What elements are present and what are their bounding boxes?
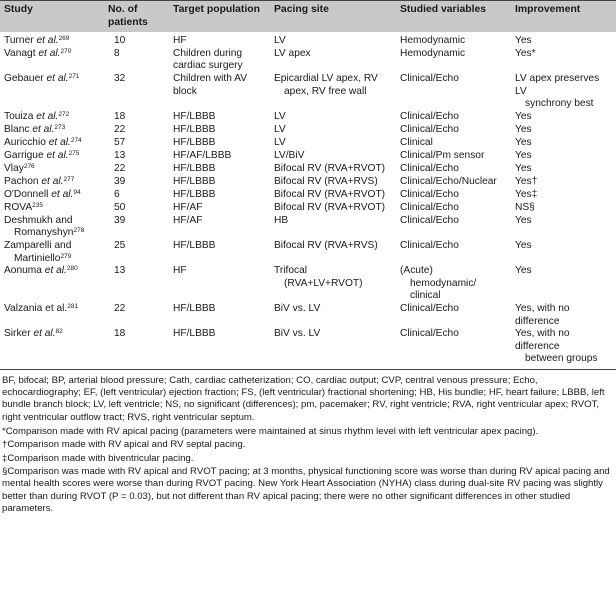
- header-variables: Studied variables: [396, 1, 511, 33]
- table-row: [0, 150, 616, 163]
- cell-variables: [396, 202, 511, 215]
- cell-pacing-site: [270, 328, 396, 369]
- cell-variables-line: Clinical/Echo: [400, 188, 459, 200]
- cell-population-line: block: [173, 85, 197, 97]
- cell-pacing-site: [270, 137, 396, 150]
- cell-variables: [396, 240, 511, 265]
- cell-improvement: [511, 265, 616, 303]
- study-reference: 278: [73, 227, 85, 235]
- cell-pacing-site: [270, 124, 396, 137]
- cell-population: [169, 32, 270, 48]
- cell-variables-line: Clinical: [400, 136, 433, 148]
- table-row: [0, 202, 616, 215]
- cell-variables-line: clinical: [410, 290, 441, 302]
- cell-population: [169, 163, 270, 176]
- cell-population-line: Children with AV: [173, 72, 247, 84]
- cell-study: [0, 32, 104, 48]
- table-body: [0, 32, 616, 369]
- study-author: Pachon: [4, 175, 39, 187]
- study-reference: 269: [58, 35, 70, 43]
- cell-variables-line: Clinical/Echo: [400, 239, 459, 251]
- cell-patients: 57: [114, 136, 126, 148]
- study-author: Blanc: [4, 123, 30, 135]
- header-population: Target population: [169, 1, 270, 33]
- study-etal: et al.: [43, 72, 69, 84]
- cell-population-line: HF: [173, 265, 187, 277]
- cell-patients: 22: [114, 123, 126, 135]
- cell-improvement-line: Yes‡: [515, 188, 538, 200]
- header-row: [0, 1, 616, 33]
- study-author: Vanagt: [4, 47, 36, 59]
- cell-variables-line: Hemodynamic: [400, 47, 466, 59]
- cell-pacing-site: [270, 73, 396, 111]
- cell-improvement-line: Yes: [515, 239, 532, 251]
- study-etal: et al.: [48, 188, 74, 200]
- cell-pacing-site: [270, 265, 396, 303]
- cell-pacing-site-line: LV: [274, 123, 286, 135]
- study-author: Sirker: [4, 328, 31, 340]
- cell-population-line: HF/AF: [173, 201, 203, 213]
- cell-pacing-site: [270, 48, 396, 73]
- cell-patients: 25: [114, 239, 126, 251]
- header-improvement: Improvement: [511, 1, 616, 33]
- cell-variables: [396, 150, 511, 163]
- cell-variables-line: Clinical/Echo: [400, 123, 459, 135]
- table-row: [0, 48, 616, 73]
- cell-variables-line: hemodynamic/: [410, 277, 477, 289]
- study-reference: 280: [66, 265, 78, 273]
- footnote-abbreviations: BF, bifocal; BP, arterial blood pressure; Cath, cardiac catheterization; CO, cardiac output; CVP, central venous pressure; Echo, echocardiography; EF, (left ventricular) ejection fraction; FS, (left ventricular) fractional shortening; HB, His bundle; HF, heart failure; LBBB, left bundle branch block; LV, left ventricle; NS, no significant (differences); pm, pacemaker; RV, right ventricle; RVA, right ventricular apex; RVOT, right ventricular outflow tract; RVS, right ventricular septum.: [2, 374, 605, 423]
- cell-pacing-site-line: Bifocal RV (RVA+RVS): [274, 239, 378, 251]
- cell-population: [169, 111, 270, 124]
- cell-patients: 13: [114, 265, 126, 277]
- cell-patients: 22: [114, 162, 126, 174]
- cell-pacing-site-line: Bifocal RV (RVA+RVS): [274, 175, 378, 187]
- cell-variables-line: Clinical/Echo: [400, 162, 459, 174]
- cell-population-line: HF/LBBB: [173, 123, 216, 135]
- header-patients: No. of patients: [104, 1, 169, 33]
- cell-pacing-site-line: HB: [274, 214, 289, 226]
- study-reference: 235: [32, 201, 43, 209]
- cell-improvement: [511, 137, 616, 150]
- table-row: [0, 163, 616, 176]
- cell-variables-line: Clinical/Echo: [400, 302, 459, 314]
- table-row: [0, 328, 616, 369]
- footnote-star: *Comparison made with RV apical pacing (parameters were maintained at sinus rhythm level with left ventricular apex pacing).: [2, 426, 539, 438]
- cell-variables-line: Hemodynamic: [400, 35, 466, 47]
- cell-variables-line: Clinical/Echo: [400, 328, 459, 340]
- cell-patients: 50: [114, 201, 126, 213]
- cell-improvement: [511, 48, 616, 73]
- study-reference: 279: [60, 252, 72, 260]
- table-row: [0, 124, 616, 137]
- study-author: Gebauer: [4, 72, 44, 84]
- study-etal: et al.: [41, 265, 67, 277]
- table-row: [0, 73, 616, 111]
- table-row: [0, 240, 616, 265]
- cell-improvement: [511, 124, 616, 137]
- study-reference: 273: [54, 123, 66, 131]
- cell-improvement-line: between groups: [525, 353, 598, 365]
- cell-variables: [396, 303, 511, 328]
- cell-patients: 18: [114, 328, 126, 340]
- study-author: Aonuma: [4, 265, 42, 277]
- cell-population-line: HF/LBBB: [173, 136, 216, 148]
- cell-improvement-line: synchrony best: [525, 98, 594, 110]
- cell-population: [169, 48, 270, 73]
- cell-improvement: [511, 189, 616, 202]
- cell-improvement-line: Yes: [515, 214, 532, 226]
- cell-improvement-line: Yes*: [515, 47, 536, 59]
- cell-improvement-line: Yes, with no difference: [515, 328, 570, 352]
- cell-population: [169, 73, 270, 111]
- cell-improvement-line: Yes: [515, 149, 532, 161]
- cell-pacing-site: [270, 32, 396, 48]
- cell-population: [169, 176, 270, 189]
- table-row: [0, 111, 616, 124]
- cell-variables: [396, 32, 511, 48]
- cell-study: [0, 202, 104, 215]
- cell-improvement: [511, 303, 616, 328]
- cell-population: [169, 240, 270, 265]
- study-etal: et al.: [29, 123, 55, 135]
- study-author: Touiza: [4, 110, 34, 122]
- cell-variables: [396, 73, 511, 111]
- cell-patients: 22: [114, 302, 126, 314]
- study-author: Garrigue: [4, 149, 44, 161]
- study-author: Auricchio: [4, 136, 46, 148]
- study-etal: et al.: [43, 149, 69, 161]
- cell-improvement-line: NS§: [515, 201, 535, 213]
- cell-improvement: [511, 150, 616, 163]
- cell-pacing-site: [270, 240, 396, 265]
- cell-study: [0, 124, 104, 137]
- cell-study: [0, 176, 104, 189]
- cell-pacing-site-line: Epicardial LV apex, RV: [274, 72, 378, 84]
- cell-study: [0, 163, 104, 176]
- study-author: Vlay: [4, 162, 24, 174]
- cell-population-line: Children during: [173, 47, 243, 59]
- cell-improvement: [511, 202, 616, 215]
- cell-pacing-site: [270, 202, 396, 215]
- cell-patients: 39: [114, 214, 126, 226]
- cell-population-line: HF/LBBB: [173, 162, 216, 174]
- cell-variables: [396, 163, 511, 176]
- cell-improvement: [511, 163, 616, 176]
- cell-variables-line: (Acute): [400, 265, 433, 277]
- cell-improvement: [511, 73, 616, 111]
- cell-improvement-line: Yes: [515, 123, 532, 135]
- cell-study: [0, 189, 104, 202]
- study-reference: 275: [68, 149, 80, 157]
- cell-study: [0, 303, 104, 328]
- cell-pacing-site: [270, 215, 396, 240]
- study-etal: et al.: [45, 136, 71, 148]
- cell-population-line: HF/LBBB: [173, 328, 216, 340]
- cell-pacing-site-line: Bifocal RV (RVA+RVOT): [274, 162, 386, 174]
- cell-population: [169, 328, 270, 369]
- cell-population-line: HF/AF/LBBB: [173, 149, 232, 161]
- cell-pacing-site: [270, 189, 396, 202]
- study-etal: et al.: [35, 47, 61, 59]
- cell-patients: 6: [114, 188, 120, 200]
- cell-population: [169, 150, 270, 163]
- cell-improvement-line: Yes: [515, 136, 532, 148]
- cell-variables-line: Clinical/Pm sensor: [400, 149, 485, 161]
- cell-pacing-site-line: LV apex: [274, 47, 311, 59]
- cell-variables: [396, 137, 511, 150]
- cell-study: [0, 48, 104, 73]
- cell-variables-line: Clinical/Echo: [400, 214, 459, 226]
- cell-study: [0, 215, 104, 240]
- cell-study: [0, 265, 104, 303]
- study-etal: et al.: [30, 328, 56, 340]
- cell-improvement: [511, 111, 616, 124]
- cell-study: [0, 150, 104, 163]
- study-reference: 82: [55, 328, 63, 336]
- cell-improvement: [511, 328, 616, 369]
- cell-pacing-site-line: LV/BiV: [274, 149, 305, 161]
- cell-study: [0, 111, 104, 124]
- study-etal: et al.: [38, 175, 64, 187]
- cell-patients: 10: [114, 35, 126, 47]
- study-reference: 272: [58, 110, 70, 118]
- study-etal: et al.: [33, 110, 59, 122]
- cell-improvement: [511, 32, 616, 48]
- cell-population: [169, 303, 270, 328]
- cell-population-line: HF: [173, 35, 187, 47]
- cell-study: [0, 240, 104, 265]
- cell-variables: [396, 176, 511, 189]
- cell-variables: [396, 48, 511, 73]
- cell-population: [169, 202, 270, 215]
- cell-patients: 8: [114, 47, 120, 59]
- cell-population: [169, 124, 270, 137]
- study-author: Deshmukh and: [4, 214, 73, 226]
- cell-population: [169, 265, 270, 303]
- table-row: [0, 137, 616, 150]
- cell-patients: 32: [114, 72, 126, 84]
- cell-study: [0, 73, 104, 111]
- cell-patients: 39: [114, 175, 126, 187]
- cell-population: [169, 189, 270, 202]
- footnote-section: §Comparison was made with RV apical and RVOT pacing; at 3 months, physical functioning score was worse than during RV apical pacing and mental health scores were worse than during RVOT pacing. New York Heart Association (NYHA) class during dual-site RV pacing was slightly better than during RVOT (P = 0.03), but not different than RV apical pacing; there were no other significant differences in other studied parameters.: [2, 465, 610, 514]
- cell-improvement-line: Yes: [515, 35, 532, 47]
- cell-improvement: [511, 215, 616, 240]
- cell-pacing-site-line: Bifocal RV (RVA+RVOT): [274, 188, 386, 200]
- cell-variables-line: Clinical/Echo: [400, 201, 459, 213]
- study-author: Turner: [4, 35, 34, 47]
- study-reference: 270: [60, 47, 72, 55]
- table-row: [0, 189, 616, 202]
- study-author-cont: Romanyshyn: [14, 227, 74, 239]
- cell-variables: [396, 124, 511, 137]
- cell-pacing-site-line: LV: [274, 110, 286, 122]
- footnote-double-dagger: ‡Comparison made with biventricular pacing.: [2, 452, 194, 464]
- cell-pacing-site: [270, 176, 396, 189]
- study-reference: 281: [67, 302, 79, 310]
- study-reference: 94: [73, 188, 81, 196]
- cell-patients: 18: [114, 110, 126, 122]
- cell-population-line: HF/AF: [173, 214, 203, 226]
- cell-improvement-line: Yes†: [515, 175, 538, 187]
- study-author: Zamparelli and: [4, 239, 72, 251]
- header-pacing-site: Pacing site: [270, 1, 396, 33]
- cell-pacing-site-line: BiV vs. LV: [274, 302, 321, 314]
- cell-pacing-site-line: apex, RV free wall: [284, 85, 367, 97]
- cell-population-line: HF/LBBB: [173, 175, 216, 187]
- study-author-cont: Martiniello: [14, 252, 61, 264]
- study-reference: 277: [63, 175, 75, 183]
- study-author: Valzania et al.: [4, 302, 68, 314]
- cell-pacing-site-line: LV: [274, 35, 286, 47]
- cell-pacing-site-line: Bifocal RV (RVA+RVOT): [274, 201, 386, 213]
- cell-improvement-line: Yes, with no difference: [515, 302, 570, 327]
- study-author: ROVA: [4, 201, 33, 213]
- cell-pacing-site-line: LV: [274, 136, 286, 148]
- cell-improvement-line: Yes: [515, 265, 532, 277]
- cell-patients: 13: [114, 149, 126, 161]
- cell-pacing-site-line: (RVA+LV+RVOT): [284, 277, 363, 289]
- cell-pacing-site: [270, 163, 396, 176]
- cell-variables: [396, 111, 511, 124]
- study-author: O'Donnell: [4, 188, 49, 200]
- cell-improvement-line: LV apex preserves LV: [515, 72, 600, 97]
- cell-population-line: HF/LBBB: [173, 110, 216, 122]
- cell-variables: [396, 328, 511, 369]
- table-row: [0, 176, 616, 189]
- cell-pacing-site: [270, 111, 396, 124]
- cell-population-line: cardiac surgery: [173, 60, 243, 72]
- table-row: [0, 265, 616, 303]
- cell-study: [0, 137, 104, 150]
- cell-improvement-line: Yes: [515, 110, 532, 122]
- table-header: [0, 1, 616, 33]
- cell-variables-line: Clinical/Echo: [400, 110, 459, 122]
- cell-population-line: HF/LBBB: [173, 188, 216, 200]
- cell-variables: [396, 265, 511, 303]
- cell-study: [0, 328, 104, 369]
- cell-improvement-line: Yes: [515, 162, 532, 174]
- footnotes: [0, 370, 616, 515]
- cell-pacing-site-line: Trifocal: [274, 265, 308, 277]
- cell-variables-line: Clinical/Echo/Nuclear: [400, 175, 497, 187]
- table-row: [0, 303, 616, 328]
- study-reference: 274: [70, 136, 82, 144]
- cell-improvement: [511, 176, 616, 189]
- table-row: [0, 32, 616, 48]
- cell-variables-line: Clinical/Echo: [400, 72, 459, 84]
- cell-population-line: HF/LBBB: [173, 302, 216, 314]
- table-row: [0, 215, 616, 240]
- cell-population: [169, 137, 270, 150]
- study-etal: et al.: [33, 35, 59, 47]
- cell-variables: [396, 215, 511, 240]
- cell-population-line: HF/LBBB: [173, 239, 216, 251]
- cell-pacing-site: [270, 150, 396, 163]
- study-reference: 276: [23, 162, 35, 170]
- cell-variables: [396, 189, 511, 202]
- footnote-dagger: †Comparison made with RV apical and RV septal pacing.: [2, 439, 246, 451]
- study-reference: 271: [68, 72, 80, 80]
- cell-pacing-site-line: BiV vs. LV: [274, 328, 321, 340]
- cell-pacing-site: [270, 303, 396, 328]
- header-study: Study: [0, 1, 104, 33]
- cell-improvement: [511, 240, 616, 265]
- cell-population: [169, 215, 270, 240]
